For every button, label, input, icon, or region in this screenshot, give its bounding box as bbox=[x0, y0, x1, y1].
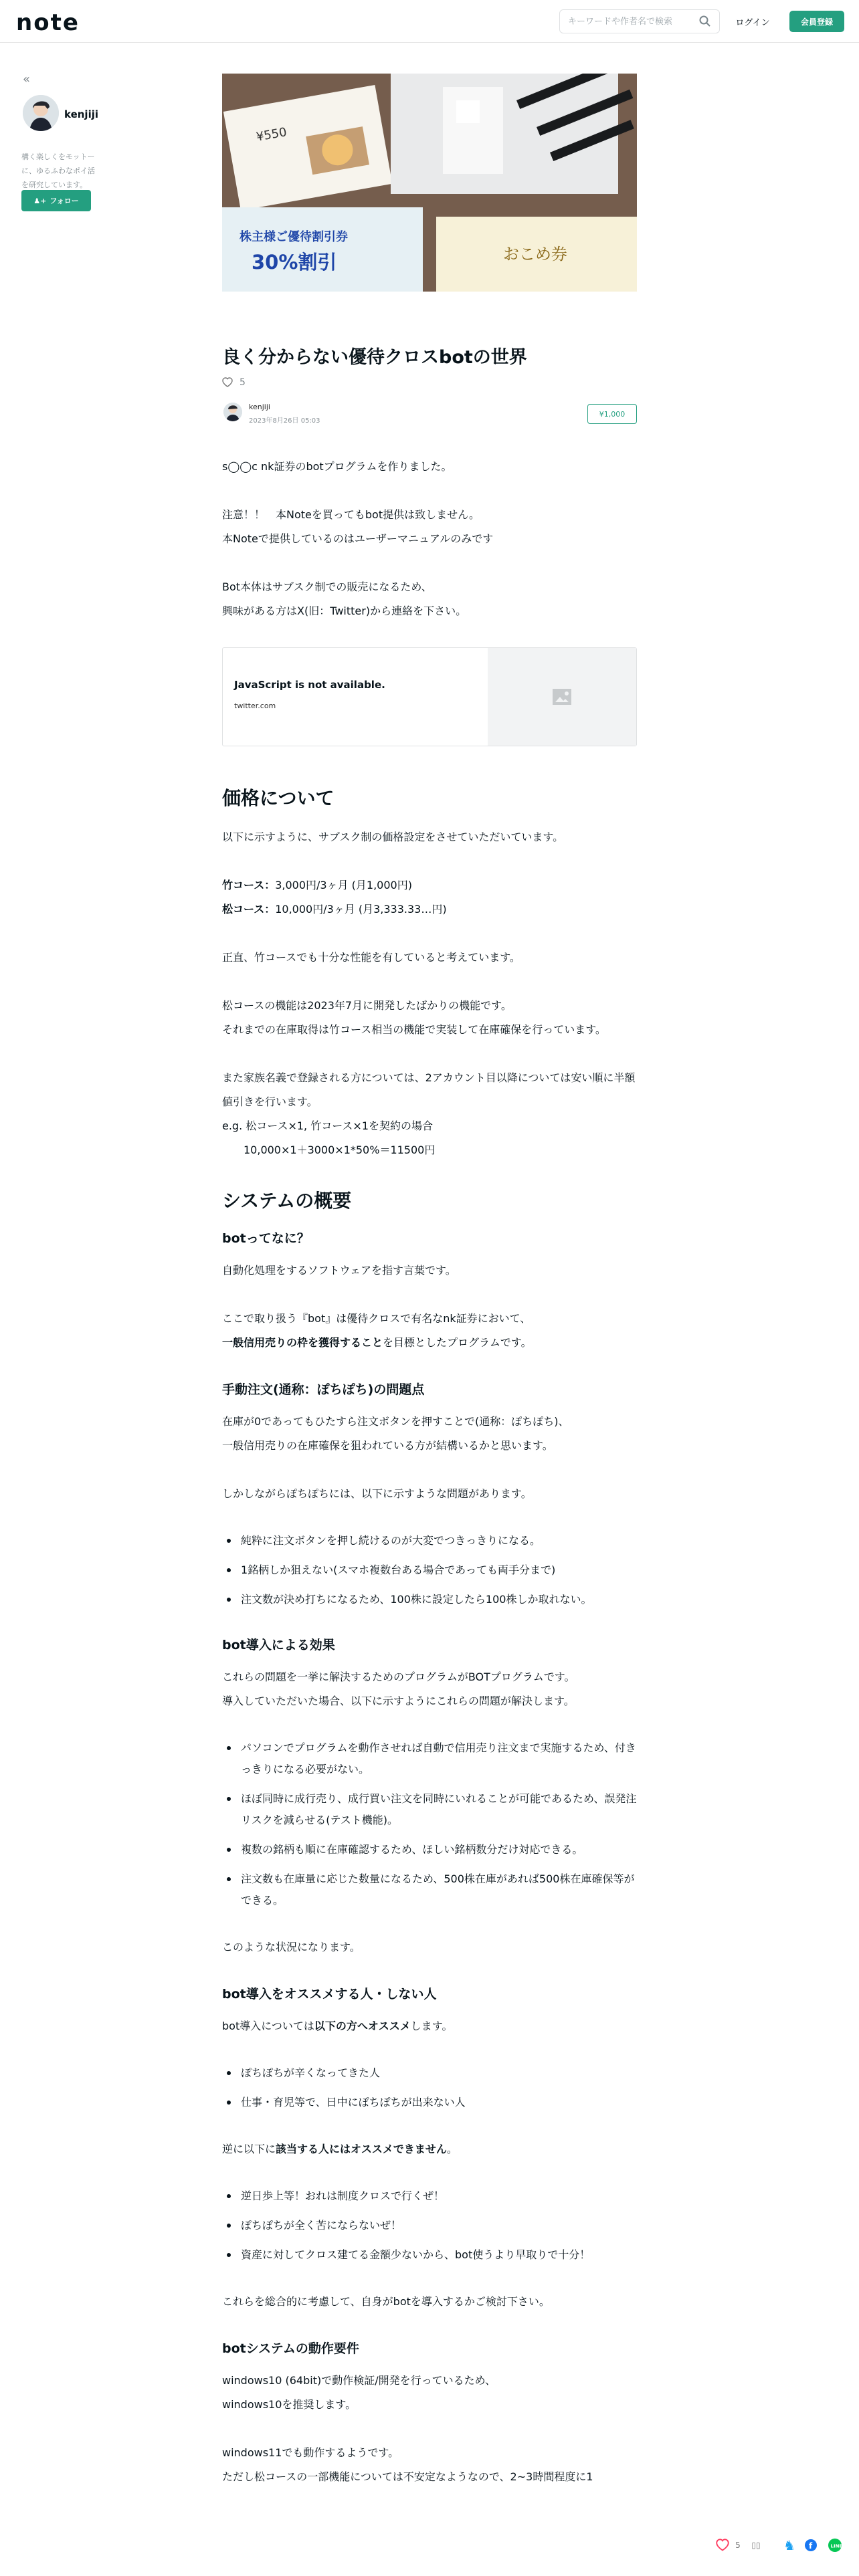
list-item: 注文数も在庫量に応じた数量になるため、500株在庫があれば500株在庫確保等ができる。 bbox=[222, 1868, 637, 1911]
bookmark-icon[interactable]: ▯▯ bbox=[751, 2541, 761, 2550]
list-item: 注文数が決め打ちになるため、100株に設定したら100株しか取れない。 bbox=[222, 1589, 637, 1610]
pine-note: 松コースの機能は2023年7月に開発したばかりの機能です。 それまでの在庫取得は竹コース相当の機能で実装して在庫確保を行っています。 bbox=[222, 999, 606, 1036]
manual-heading: 手動注文(通称：ぽちぽち)の問題点 bbox=[222, 1382, 425, 1397]
svg-text:30%割引: 30%割引 bbox=[252, 251, 337, 274]
like-summary: 5 bbox=[222, 376, 246, 389]
manual-problem-list bbox=[222, 1530, 637, 1610]
list-item: 資産に対してクロス建てる金額少ないから、bot使うより早取りで十分！ bbox=[222, 2244, 637, 2266]
svg-text:¥550: ¥550 bbox=[255, 125, 288, 144]
footer-like-count: 5 bbox=[735, 2541, 741, 2550]
situation-text: このような状況になります。 bbox=[222, 1941, 361, 1953]
price-intro: 以下に示すように、サブスク制の価格設定をさせていただいています。 bbox=[222, 831, 564, 843]
article-title: 良く分からない優待クロスbotの世界 bbox=[222, 347, 527, 368]
bot-target: ここで取り扱う『bot』は優待クロスで有名なnk証券において、 一般信用売りの枠を獲得することを目標としたプログラムです。 bbox=[222, 1312, 532, 1349]
search-input[interactable] bbox=[559, 9, 720, 33]
bot-definition: 自動化処理をするソフトウェアを指す言葉です。 bbox=[222, 1264, 456, 1277]
embed-url: twitter.com bbox=[234, 702, 276, 710]
intro-paragraph: s◯◯c nk証券のbotプログラムを作りました。 bbox=[222, 460, 452, 473]
manual-text: 在庫が0であってもひたすら注文ボタンを押すことで(通称：ぽちぽち)、 一般信用売りの在庫確保を狙われている方が結構いるかと思います。 bbox=[222, 1415, 569, 1452]
not-recommend-list bbox=[222, 2185, 637, 2266]
not-recommend-text: 逆に以下に該当する人にはオススメできません。 bbox=[222, 2143, 458, 2155]
embed-title: JavaScript is not available. bbox=[234, 679, 385, 691]
effect-text: これらの問題を一挙に解決するためのプログラムがBOTプログラムです。 導入していただいた場合、以下に示すようにこれらの問題が解決します。 bbox=[222, 1671, 575, 1707]
image-placeholder-icon bbox=[488, 648, 636, 746]
list-item: 逆日歩上等！おれは制度クロスで行くぜ！ bbox=[222, 2185, 637, 2207]
list-item: ほぼ同時に成行売り、成行買い注文を同時にいれることが可能であるため、誤発注リスクを減らせる(テスト機能)。 bbox=[222, 1788, 637, 1831]
svg-text:f: f bbox=[809, 2541, 813, 2551]
author-bio: 構く楽しくをモットーに、ゆるふわなポイ活を研究しています。 bbox=[21, 152, 95, 189]
list-item: 複数の銘柄も順に在庫確認するため、ほしい銘柄数分だけ対応できる。 bbox=[222, 1839, 637, 1860]
hero-image bbox=[222, 74, 637, 292]
manual-problem-intro: しかしながらぽちぽちには、以下に示すような問題があります。 bbox=[222, 1487, 532, 1500]
author-avatar[interactable] bbox=[23, 95, 59, 131]
svg-text:株主様ご優待割引券: 株主様ご優待割引券 bbox=[240, 230, 348, 244]
list-item: ぽちぽちが辛くなってきた人 bbox=[222, 2062, 637, 2084]
recommend-heading: bot導入をオススメする人・しない人 bbox=[222, 1987, 437, 2002]
bot-heading: botってなに？ bbox=[222, 1231, 310, 1246]
list-item: ぽちぽちが全く苦にならないぜ！ bbox=[222, 2215, 637, 2236]
recommend-text: bot導入については以下の方へオススメします。 bbox=[222, 2020, 453, 2032]
line-icon[interactable] bbox=[826, 2536, 844, 2555]
closing-text: これらを総合的に考慮して、自身がbotを導入するかご検討下さい。 bbox=[222, 2295, 550, 2308]
requirement-heading: botシステムの動作要件 bbox=[222, 2341, 359, 2356]
recommend-list bbox=[222, 2062, 637, 2113]
list-item: 1銘柄しか狙えない(スマホ複数台ある場合であっても両手分まで) bbox=[222, 1560, 637, 1581]
strong-recommendation: 正直、竹コースでも十分な性能を有していると考えています。 bbox=[222, 951, 520, 964]
price-button[interactable]: ¥1,000 bbox=[587, 404, 637, 424]
meta-avatar[interactable] bbox=[223, 403, 242, 421]
contact-paragraph: Bot本体はサブスク制での販売になるため、 興味がある方はX(旧：Twitter)から連絡を下さい。 bbox=[222, 580, 467, 617]
list-item: 純粋に注文ボタンを押し続けるのが大変でつきっきりになる。 bbox=[222, 1530, 637, 1551]
follow-icon: ♟+ bbox=[33, 196, 47, 205]
author-name[interactable]: kenjiji bbox=[64, 108, 98, 120]
article-body bbox=[222, 455, 637, 2513]
system-heading: システムの概要 bbox=[222, 1190, 352, 1212]
twitter-icon[interactable]: ♞ bbox=[783, 2537, 795, 2553]
note-logo[interactable]: note bbox=[16, 9, 80, 36]
requirement-text: windows10 (64bit)で動作検証/開発を行っているため、 windows10を推奨します。 bbox=[222, 2374, 496, 2411]
list-item: 仕事・育児等で、日中にぽちぽちが出来ない人 bbox=[222, 2092, 637, 2113]
list-item: パソコンでプログラムを動作させれば自動で信用売り注文まで実施するため、付きっきりになる必要がない。 bbox=[222, 1737, 637, 1780]
requirement-note: windows11でも動作するようです。 ただし松コースの一部機能については不安定なようなので、2~3時間程度に1 bbox=[222, 2446, 593, 2483]
meta-author-name[interactable]: kenjiji bbox=[249, 403, 270, 411]
effect-heading: bot導入による効果 bbox=[222, 1638, 335, 1652]
article-date: 2023年8月26日 05:03 bbox=[249, 417, 320, 425]
facebook-icon[interactable] bbox=[801, 2536, 820, 2555]
twitter-embed-card[interactable] bbox=[222, 647, 637, 746]
signup-button[interactable]: 会員登録 bbox=[789, 11, 844, 32]
svg-text:おこめ券: おこめ券 bbox=[503, 245, 567, 263]
collapse-icon[interactable]: « bbox=[23, 72, 31, 86]
follow-button[interactable]: ♟+ フォロー bbox=[21, 190, 91, 211]
effect-list bbox=[222, 1737, 637, 1911]
search-icon[interactable] bbox=[698, 15, 712, 28]
family-discount: また家族名義で登録される方については、2アカウント目以降については安い順に半額値引きを行います。 e.g. 松コース×1, 竹コース×1を契約の場合 10,000×1＋3000×1*50%＝11500円 bbox=[222, 1071, 636, 1156]
svg-text:LINE: LINE bbox=[830, 2543, 842, 2549]
price-heading: 価格について bbox=[222, 787, 335, 809]
login-button[interactable]: ログイン bbox=[735, 17, 770, 28]
site-header bbox=[0, 0, 859, 43]
notice-paragraph: 注意！！ 本Noteを買ってもbot提供は致しません。 本Noteで提供しているのはユーザーマニュアルのみです bbox=[222, 508, 494, 545]
heart-icon[interactable] bbox=[222, 377, 233, 388]
course-list: 竹コース：3,000円/3ヶ月 (月1,000円) 松コース：10,000円/3ヶ月 (月3,333.33…円) bbox=[222, 879, 447, 916]
